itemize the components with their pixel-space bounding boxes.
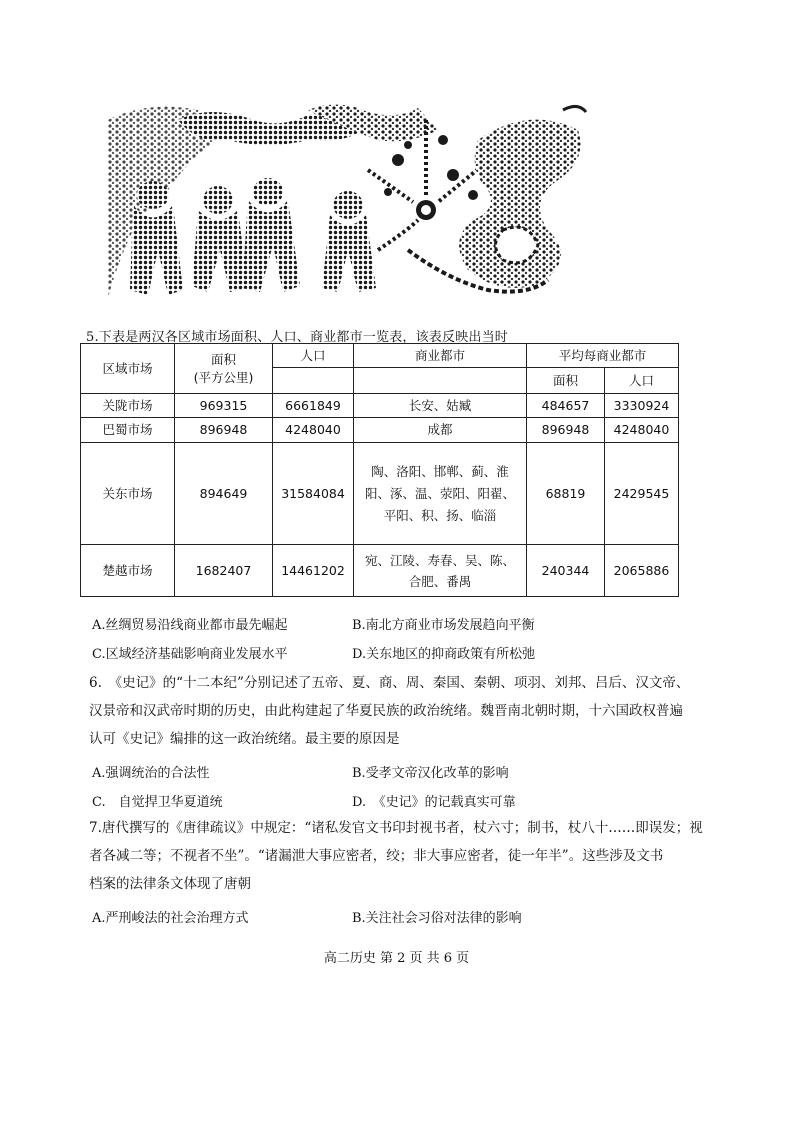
cities-line: 阳、涿、温、荥阳、阳翟、 xyxy=(364,485,515,501)
cell-avg-population: 4248040 xyxy=(605,418,679,443)
cell-region: 巴蜀市场 xyxy=(81,418,175,443)
header-area xyxy=(175,344,273,394)
cell-population: 14461202 xyxy=(273,545,354,597)
q6-line: 认可《史记》编排的这一政治统绪。最主要的原因是 xyxy=(89,731,400,747)
cell-cities xyxy=(354,443,527,545)
cell-avg-population: 2065886 xyxy=(605,545,679,597)
han-relief-rubbing-image xyxy=(108,100,588,298)
q7-line: 7.唐代撰写的《唐律疏议》中规定：“诸私发官文书印封视书者，杖六寸；制书，杖八十……即误发；视 xyxy=(89,820,703,836)
q6-line: 6. 《史记》的“十二本纪”分别记述了五帝、夏、商、周、秦国、秦朝、项羽、刘邦、吕后、汉文帝、 xyxy=(89,675,690,691)
cell-cities xyxy=(354,418,527,443)
question-7-stem xyxy=(89,814,703,898)
q7-option-b[interactable]: B.关注社会习俗对法律的影响 xyxy=(352,911,522,926)
q7-option-a[interactable]: A.严刑峻法的社会治理方式 xyxy=(92,911,249,926)
cell-cities xyxy=(354,545,527,597)
cell-population: 31584084 xyxy=(273,443,354,545)
table-row xyxy=(81,418,679,443)
cell-population: 4248040 xyxy=(273,418,354,443)
cell-avg-population: 2429545 xyxy=(605,443,679,545)
cities-line: 陶、洛阳、邯郸、蓟、淮 xyxy=(371,463,509,479)
q5-option-d[interactable]: D.关东地区的抑商政策有所松弛 xyxy=(352,647,536,662)
cell-avg-area: 484657 xyxy=(527,394,605,418)
cell-avg-area: 896948 xyxy=(527,418,605,443)
q6-option-d[interactable]: D. 《史记》的记载真实可靠 xyxy=(352,795,516,810)
cities-line: 长安、姑臧 xyxy=(408,397,472,413)
table-row xyxy=(81,545,679,597)
cell-area: 1682407 xyxy=(175,545,273,597)
cities-line: 成都 xyxy=(427,422,453,437)
q5-option-c[interactable]: C.区域经济基础影响商业发展水平 xyxy=(92,647,288,662)
q6-option-b[interactable]: B.受孝文帝汉化改革的影响 xyxy=(352,766,509,781)
cell-region: 关陇市场 xyxy=(81,394,175,418)
cities-line: 宛、江陵、寿春、吴、陈、 xyxy=(364,552,515,568)
cell-population: 6661849 xyxy=(273,394,354,418)
header-population-blank xyxy=(273,368,354,394)
header-region: 区域市场 xyxy=(81,344,175,394)
q6-option-c[interactable]: C. 自觉捍卫华夏道统 xyxy=(92,795,223,810)
cell-area: 896948 xyxy=(175,418,273,443)
cell-cities xyxy=(354,394,527,418)
cities-line: 合肥、番禺 xyxy=(408,573,472,589)
header-avg-population: 人口 xyxy=(605,368,679,394)
cell-region: 关东市场 xyxy=(81,443,175,545)
q5-option-a[interactable]: A.丝绸贸易沿线商业都市最先崛起 xyxy=(92,618,288,633)
header-population: 人口 xyxy=(273,344,354,368)
cell-avg-area: 240344 xyxy=(527,545,605,597)
cell-avg-area: 68819 xyxy=(527,443,605,545)
table-row xyxy=(81,443,679,545)
header-area-line2: (平方公里) xyxy=(193,369,254,385)
cell-avg-population: 3330924 xyxy=(605,394,679,418)
header-avg-area: 面积 xyxy=(527,368,605,394)
cell-region: 楚越市场 xyxy=(81,545,175,597)
cell-area: 894649 xyxy=(175,443,273,545)
table-row xyxy=(81,394,679,418)
header-area-line1: 面积 xyxy=(210,351,236,367)
han-markets-table xyxy=(80,343,679,597)
page-footer: 高二历史 第 2 页 共 6 页 xyxy=(323,951,470,966)
q5-option-b[interactable]: B.南北方商业市场发展趋向平衡 xyxy=(352,618,535,633)
question-5-stem: 5.下表是两汉各区域市场面积、人口、商业都市一览表，该表反映出当时 xyxy=(86,330,509,345)
q7-line: 者各减二等；不视者不坐”。“诸漏泄大事应密者，绞；非大事应密者，徒一年半”。这些涉及文书 xyxy=(89,848,664,864)
q6-line: 汉景帝和汉武帝时期的历史，由此构建起了华夏民族的政治统绪。魏晋南北朝时期，十六国政权普遍 xyxy=(89,703,683,719)
question-6-stem xyxy=(89,669,689,753)
cell-area: 969315 xyxy=(175,394,273,418)
header-cities: 商业都市 xyxy=(354,344,527,368)
header-cities-blank xyxy=(354,368,527,394)
header-average: 平均每商业都市 xyxy=(527,344,679,368)
cities-line: 平阳、积、扬、临淄 xyxy=(383,507,497,523)
q6-option-a[interactable]: A.强调统治的合法性 xyxy=(92,766,210,781)
q7-line: 档案的法律条文体现了唐朝 xyxy=(89,876,251,892)
